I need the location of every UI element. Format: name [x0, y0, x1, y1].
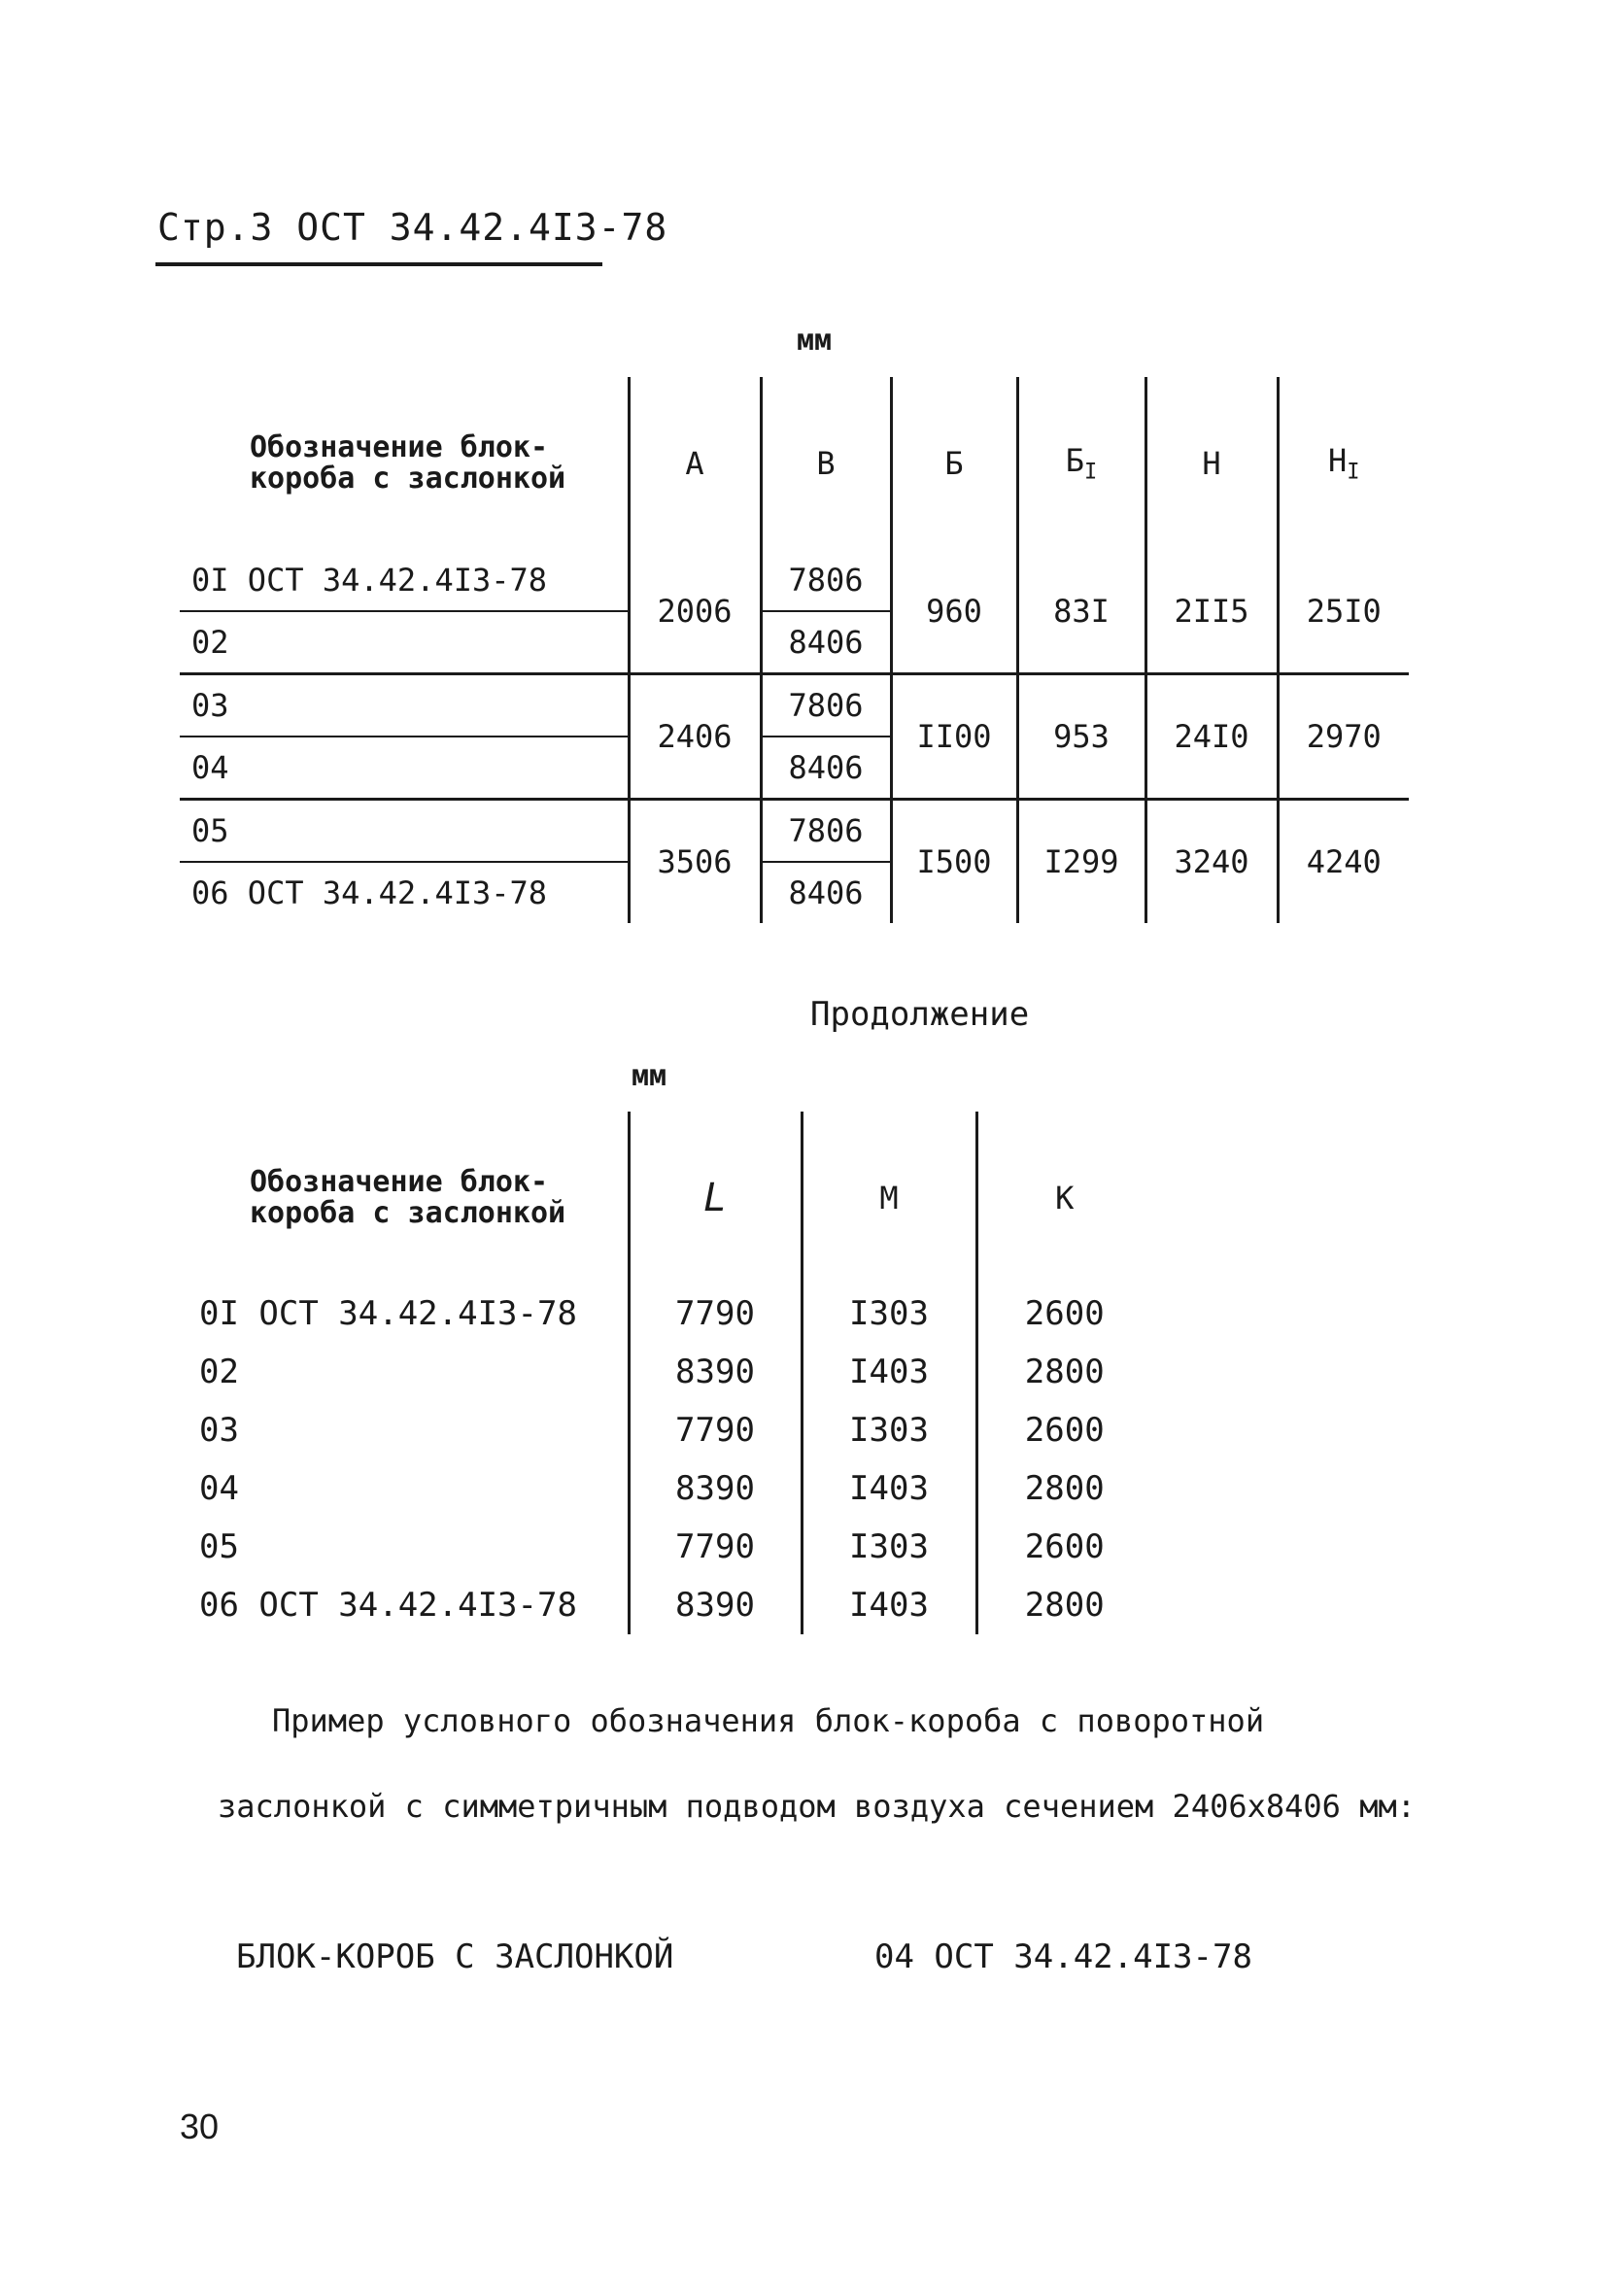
- b1-cell: 953: [1017, 674, 1145, 800]
- l-cell: 7790: [629, 1401, 802, 1459]
- b-cell: 960: [891, 550, 1017, 674]
- designation-cell: 05: [180, 800, 629, 863]
- k-cell: 2600: [976, 1401, 1151, 1459]
- m-cell: I303: [802, 1401, 976, 1459]
- k-cell: 2800: [976, 1459, 1151, 1518]
- b-cell: II00: [891, 674, 1017, 800]
- col-l-header: L: [629, 1112, 802, 1285]
- col-b1-header: $Б_I$: [1017, 377, 1145, 550]
- k-cell: 2600: [976, 1285, 1151, 1343]
- k-cell: 2800: [976, 1576, 1151, 1634]
- h-cell: 3240: [1145, 800, 1278, 924]
- table-row: [180, 1576, 1151, 1634]
- v-cell: 7806: [761, 550, 891, 611]
- table-row: [180, 550, 1409, 611]
- m-cell: I303: [802, 1285, 976, 1343]
- l-cell: 8390: [629, 1459, 802, 1518]
- a-cell: 2006: [629, 550, 761, 674]
- page-number: 30: [180, 2107, 220, 2146]
- v-cell: 8406: [761, 737, 891, 800]
- designation-cell: 0I ОСТ 34.42.4I3-78: [191, 562, 548, 599]
- example-line-2: заслонкой с симметричным подводом воздуха сечением 2406х8406 мм:: [218, 1788, 1416, 1825]
- h-cell: 24I0: [1145, 674, 1278, 800]
- v-cell: 7806: [761, 800, 891, 863]
- table-row: [180, 1401, 1151, 1459]
- col-k-header: К: [976, 1112, 1151, 1285]
- designation-cell: 06 ОСТ 34.42.4I3-78: [180, 862, 629, 923]
- designation-cell: 04: [199, 1469, 239, 1508]
- m-cell: I403: [802, 1459, 976, 1518]
- l-cell: 8390: [629, 1343, 802, 1401]
- v-cell: 8406: [761, 862, 891, 923]
- designation-cell: 0I ОСТ 34.42.4I3-78: [199, 1294, 577, 1333]
- k-cell: 2800: [976, 1343, 1151, 1401]
- table-row: [180, 800, 1409, 863]
- b-cell: I500: [891, 800, 1017, 924]
- l-cell: 8390: [629, 1576, 802, 1634]
- k-cell: 2600: [976, 1518, 1151, 1576]
- col-m-header: М: [802, 1112, 976, 1285]
- b1-cell: 83I: [1017, 550, 1145, 674]
- example-line-1: Пример условного обозначения блок-короба с поворотной: [272, 1702, 1265, 1739]
- table-row: [180, 1285, 1151, 1343]
- designation-cell: 02: [180, 611, 629, 674]
- designation-header: Обозначение блок-короба с заслонкой: [250, 1165, 566, 1230]
- table-row: [180, 674, 1409, 737]
- col-h-header: Н: [1145, 377, 1278, 550]
- table-row: [180, 1459, 1151, 1518]
- continuation-table: [180, 1112, 1151, 1634]
- a-cell: 2406: [629, 674, 761, 800]
- col-a-header: А: [629, 377, 761, 550]
- h1-cell: 25I0: [1278, 550, 1409, 674]
- continuation-label: Продолжение: [810, 995, 1030, 1034]
- h1-cell: 2970: [1278, 674, 1409, 800]
- table2-unit: мм: [632, 1059, 667, 1093]
- h-cell: 2II5: [1145, 550, 1278, 674]
- designation-header: Обозначение блок-короба с заслонкой: [250, 430, 566, 496]
- l-cell: 7790: [629, 1285, 802, 1343]
- col-b-header: Б: [891, 377, 1017, 550]
- l-cell: 7790: [629, 1518, 802, 1576]
- designation-cell: 04: [180, 737, 629, 800]
- m-cell: I303: [802, 1518, 976, 1576]
- designation-cell: 02: [199, 1353, 239, 1391]
- example-product-name: БЛОК-КОРОБ С ЗАСЛОНКОЙ: [236, 1937, 674, 1976]
- designation-cell: 03: [199, 1411, 239, 1450]
- h1-cell: 4240: [1278, 800, 1409, 924]
- designation-cell: 03: [180, 674, 629, 737]
- example-product-code: 04 ОСТ 34.42.4I3-78: [874, 1937, 1252, 1976]
- m-cell: I403: [802, 1576, 976, 1634]
- b1-cell: I299: [1017, 800, 1145, 924]
- header-underline: [155, 262, 602, 266]
- designation-cell: 05: [199, 1527, 239, 1566]
- page-header: Стр.3 ОСТ 34.42.4I3-78: [157, 206, 668, 249]
- a-cell: 3506: [629, 800, 761, 924]
- table2-header-row: [180, 1112, 1151, 1285]
- table-row: [180, 1343, 1151, 1401]
- designation-cell: 06 ОСТ 34.42.4I3-78: [199, 1586, 577, 1625]
- col-h1-header: $Н_I$: [1278, 377, 1409, 550]
- table-row: [180, 1518, 1151, 1576]
- v-cell: 7806: [761, 674, 891, 737]
- table1-header-row: [180, 377, 1409, 550]
- v-cell: 8406: [761, 611, 891, 674]
- table1-unit: мм: [797, 324, 833, 358]
- dimensions-table: [180, 377, 1409, 923]
- m-cell: I403: [802, 1343, 976, 1401]
- col-v-header: В: [761, 377, 891, 550]
